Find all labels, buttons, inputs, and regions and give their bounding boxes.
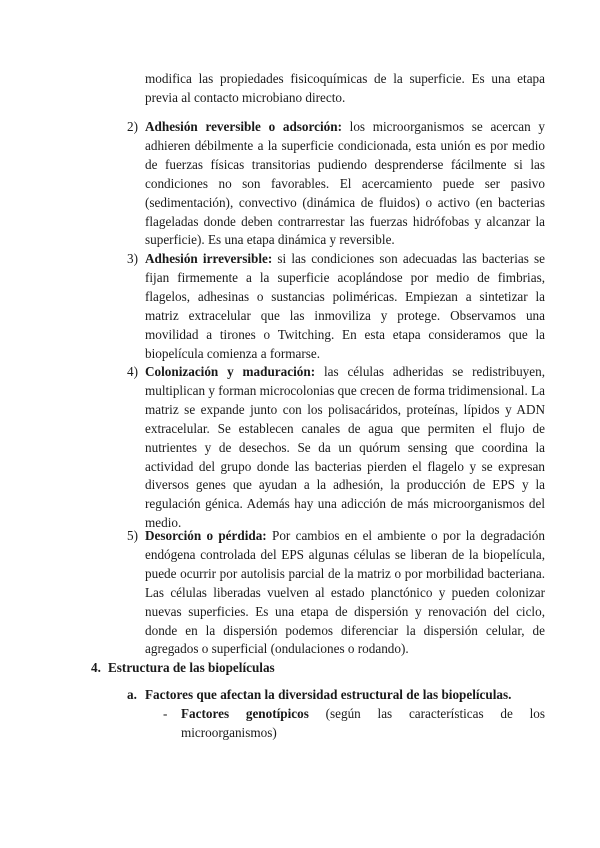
- bullet-dash: -: [163, 706, 168, 721]
- item-text: los microorganismos se acercan y adhieren débilmente a la superficie condicionada, esta unión es por medio de fuerzas físicas transitorias pudiendo desprenderse fácilmente si las condiciones no son favorables. El acercamiento puede ser pasivo (sedimentación), convectivo (dinámica de fluidos) o activo (en bacterias flageladas donde deben contrarrestar las fuerzas hidrófobas y alcanzar la superficie). Es una etapa dinámica y reversible.: [145, 119, 545, 248]
- intro-paragraph: modifica las propiedades fisicoquímicas de la superficie. Es una etapa previa al contacto microbiano directo.: [145, 71, 545, 105]
- item-heading: Colonización y maduración:: [145, 364, 316, 379]
- bullet-text: (según las características de los microorganismos): [181, 706, 545, 740]
- item-heading: Desorción o pérdida:: [145, 528, 267, 543]
- list-item: [145, 527, 545, 659]
- item-number: 3): [127, 251, 138, 266]
- item-number: 4): [127, 364, 138, 379]
- item-text: si las condiciones son adecuadas las bacterias se fijan firmemente a la superficie acoplándose por medio de fimbrias, flagelos, adhesinas o sustancias poliméricas. Empiezan a sintetizar la matriz extracelular que las inmoviliza y protege. Observamos una movilidad a tirones o Twitching. En esta etapa consideramos que la biopelícula comienza a formarse.: [145, 251, 545, 361]
- item-number: 5): [127, 528, 138, 543]
- bullet-heading: Factores genotípicos: [181, 706, 309, 721]
- bullet-item: [181, 705, 545, 743]
- section-number: 4.: [91, 660, 101, 675]
- list-item: [145, 363, 545, 533]
- subsection-letter: a.: [127, 687, 137, 702]
- item-number: 2): [127, 119, 138, 134]
- subsection-title: Factores que afectan la diversidad estructural de las biopelículas.: [145, 687, 512, 702]
- list-item: [145, 118, 545, 250]
- item-heading: Adhesión reversible o adsorción:: [145, 119, 342, 134]
- item-heading: Adhesión irreversible:: [145, 251, 273, 266]
- item-text: Por cambios en el ambiente o por la degradación endógena controlada del EPS algunas células se liberan de la biopelícula, puede ocurrir por autolisis parcial de la matriz o por morbilidad bacteriana. Las células liberadas vuelven al estado planctónico y pueden colonizar nuevas superficies. Es una etapa de dispersión y renovación del ciclo, donde en la dispersión podemos diferenciar la dispersión celular, de agregados o superficial (ondulaciones o rodando).: [145, 528, 545, 657]
- item-text: las células adheridas se redistribuyen, multiplican y forman microcolonias que crecen de forma tridimensional. La matriz se expande junto con los polisacáridos, proteínas, lípidos y ADN extracelular. Se establecen canales de agua que permiten el flujo de nutrientes y de desechos. Se da un quórum sensing que coordina la actividad del grupo donde las bacterias pierden el flagelo y se expresan diversos genes que ayudan a la adhesión, la producción de EPS y la regulación génica. Además hay una adicción de más microorganismos del medio.: [145, 364, 546, 531]
- section-title: Estructura de las biopelículas: [108, 660, 275, 675]
- list-item: [145, 250, 545, 363]
